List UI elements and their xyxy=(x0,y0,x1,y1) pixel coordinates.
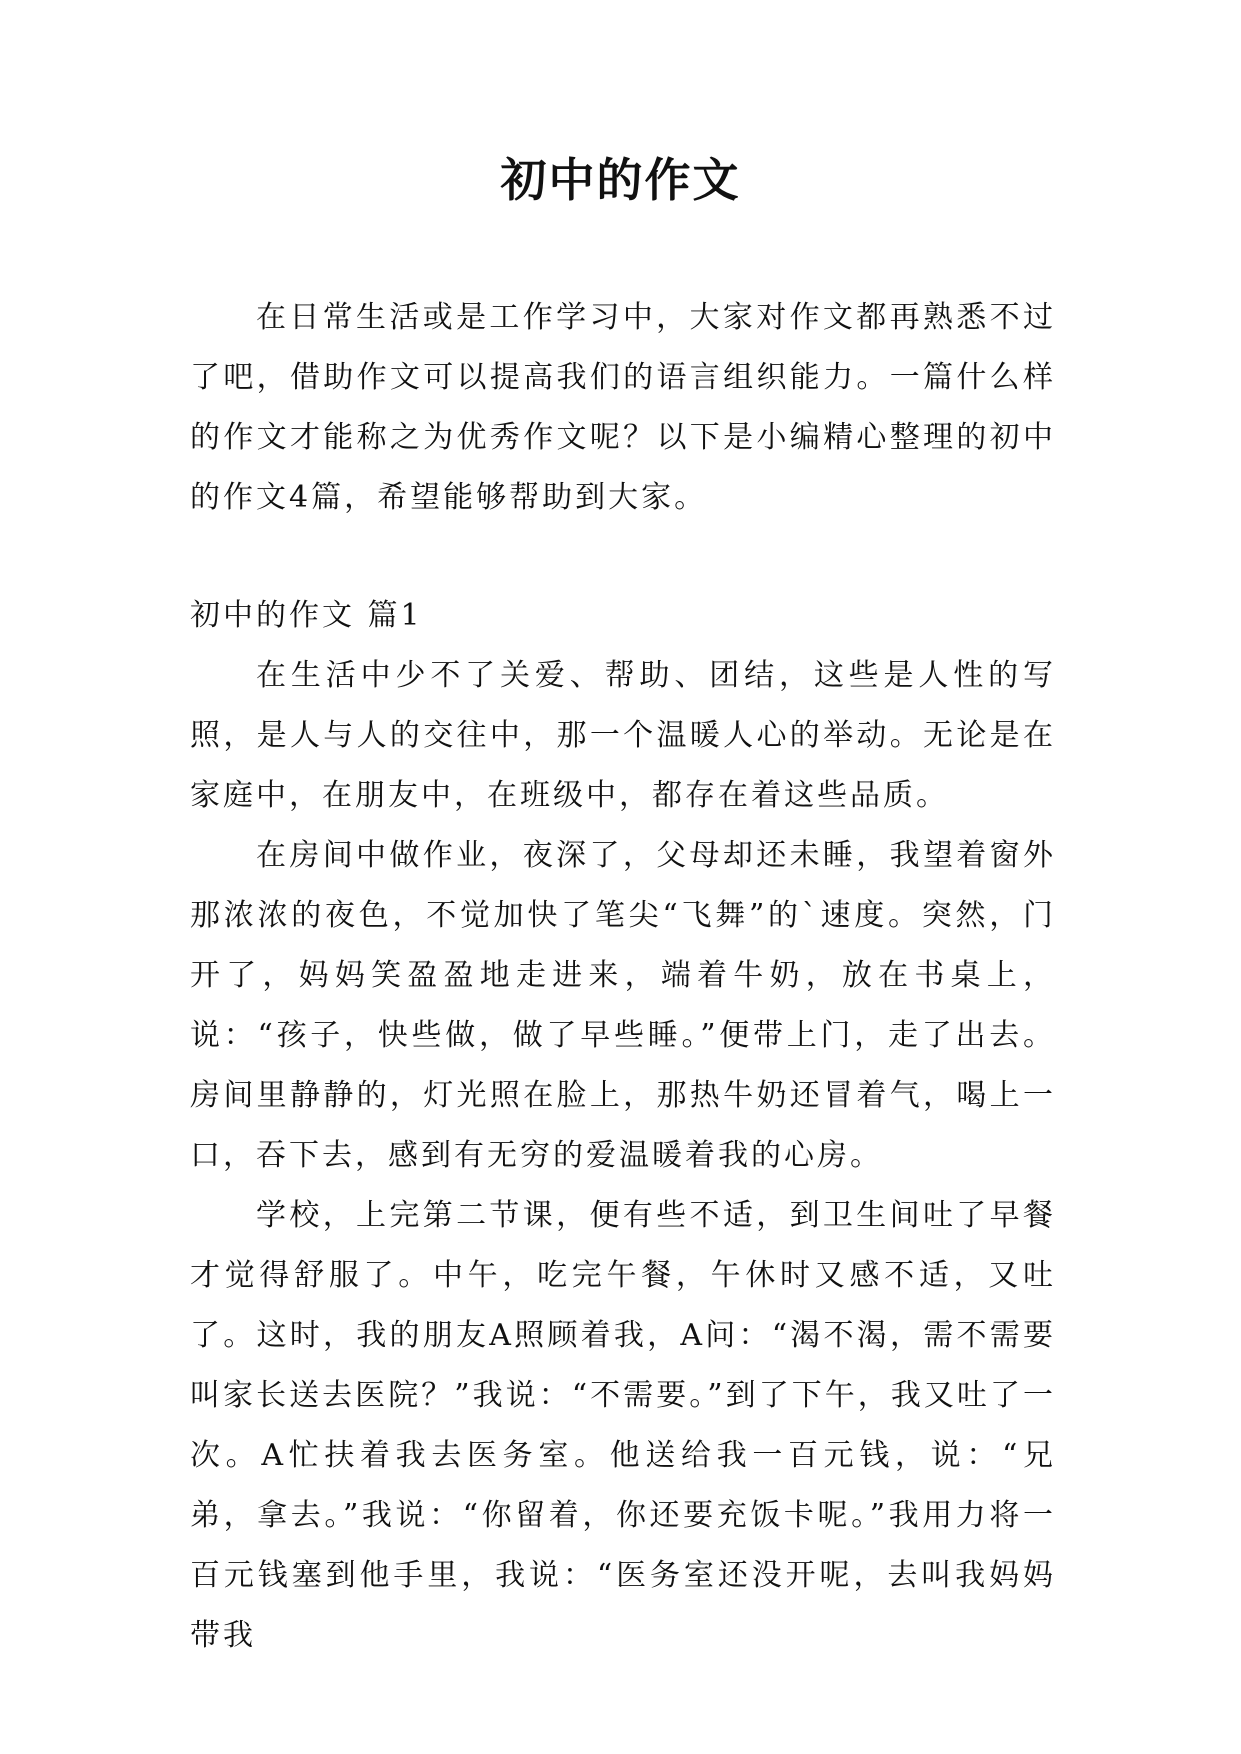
body-paragraph: 学校，上完第二节课，便有些不适，到卫生间吐了早餐才觉得舒服了。中午，吃完午餐，午休时又感不适，又吐了。这时，我的朋友A照顾着我，A问：“渴不渴，需不需要叫家长送去医院？”我说：“不需要。”到了下午，我又吐了一次。A忙扶着我去医务室。他送给我一百元钱，说：“兄弟，拿去。”我说：“你留着，你还要充饭卡呢。”我用力将一百元钱塞到他手里，我说：“医务室还没开呢，去叫我妈妈带我 xyxy=(190,1198,1056,1653)
section-heading: 初中的作文 篇1 xyxy=(190,598,423,633)
document-body xyxy=(190,288,1056,1666)
intro-paragraph: 在日常生活或是工作学习中，大家对作文都再熟悉不过了吧，借助作文可以提高我们的语言组织能力。一篇什么样的作文才能称之为优秀作文呢？以下是小编精心整理的初中的作文4篇，希望能够帮助到大家。 xyxy=(190,300,1056,515)
body-paragraph: 在房间中做作业，夜深了，父母却还未睡，我望着窗外那浓浓的夜色，不觉加快了笔尖“飞舞”的`速度。突然，门开了，妈妈笑盈盈地走进来，端着牛奶，放在书桌上，说：“孩子，快些做，做了早些睡。”便带上门，走了出去。房间里静静的，灯光照在脸上，那热牛奶还冒着气，喝上一口，吞下去，感到有无穷的爱温暖着我的心房。 xyxy=(190,838,1056,1173)
document-title: 初中的作文 xyxy=(500,153,741,207)
body-paragraph: 在生活中少不了关爱、帮助、团结，这些是人性的写照，是人与人的交往中，那一个温暖人心的举动。无论是在家庭中，在朋友中，在班级中，都存在着这些品质。 xyxy=(190,658,1056,813)
